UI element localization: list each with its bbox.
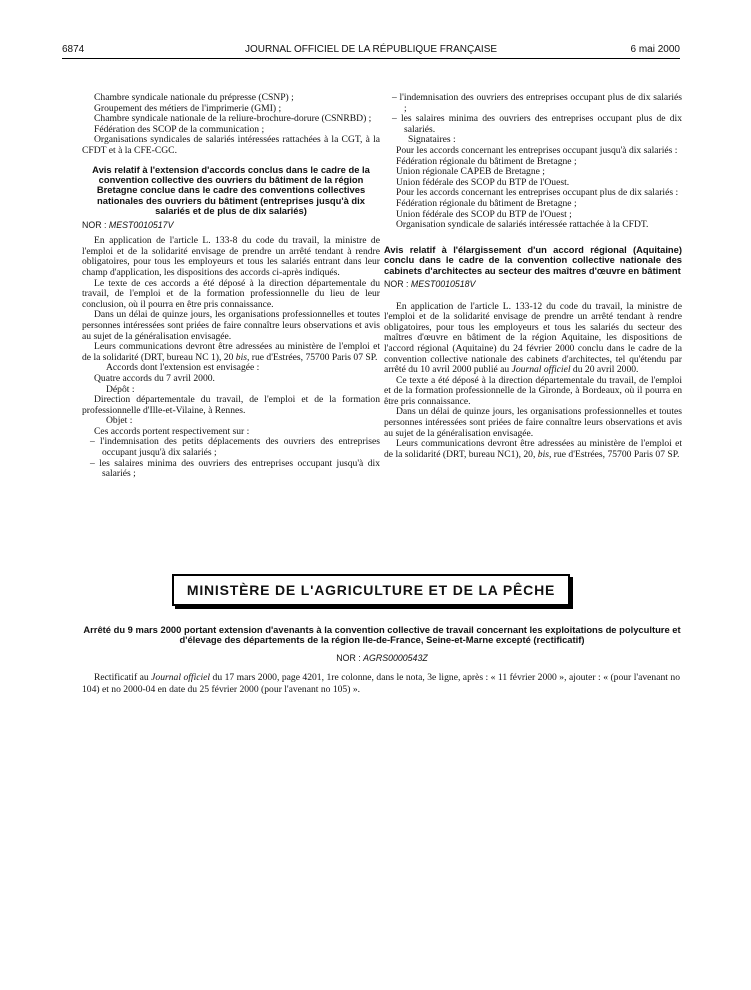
depot-heading: Dépôt : [106,383,135,395]
signataire: Fédération régionale du bâtiment de Bretagne ; [396,155,577,167]
rectificatif-paragraph: Rectificatif au Journal officiel du 17 mars 2000, page 4201, 1re colonne, dans le nota, 3e ligne, après : « 11 février 2000 », ajouter : « (pour l'avenant no 104) et no 2000-04 en date du 25 février 2000 (pour l'avenant no 105) ». [82,672,680,695]
accords-value: Quatre accords du 7 avril 2000. [94,372,215,384]
paragraph: En application de l'article L. 133-12 du code du travail, la ministre de l'emploi et de la solidarité envisage de prendre un arrêté tendant à rendre obligatoires, pour tous les employeurs et tous les salariés du secteur des maîtres d'œuvre en bâtiment de la région Aquitaine, les dispositions de l'accord régional (Aquitaine) du 24 février 2000 conclu dans le cadre de la convention collective nationale des cabinets d'architectes, tel qu'étendu par arrêté du 10 avril 2000 publié au Journal officiel du 20 avril 2000. [384,300,682,376]
signataire: Union fédérale des SCOP du BTP de l'Ouest ; [396,208,572,220]
signataire: Union fédérale des SCOP du BTP de l'Ouest. [396,176,570,188]
intro-line: Groupement des métiers de l'imprimerie (GMI) ; [94,102,282,114]
intro-line: Organisations syndicales de salariés intéressées rattachées à la CGT, à la CFDT et à la CFE-CGC. [82,134,380,156]
accords-heading: Accords dont l'extension est envisagée : [106,362,260,374]
intro-line: Chambre syndicale nationale de la reliure-brochure-dorure (CSNRBD) ; [94,113,372,125]
signataires-heading: Signataires : [408,134,456,146]
paragraph: Ce texte a été déposé à la direction départementale du travail, de l'emploi et de la formation professionnelle de la Gironde, à Bordeaux, où il pourra en être pris connaissance. [384,374,682,407]
objet-heading: Objet : [106,415,133,427]
paragraph: Le texte de ces accords a été déposé à la direction départementale du travail, de l'emploi et de la formation professionnelle du lieu de leur conclusion, où il pourra en être pris connaissance. [82,277,380,310]
avis-title-aquitaine: Avis relatif à l'élargissement d'un accord régional (Aquitaine) conclu dans le cadre de la convention collective nationale des cabinets d'architectes au secteur des maîtres d'œuvre en bâtiment [384,243,682,276]
page-number: 6874 [62,44,85,55]
signataire: Organisation syndicale de salariés intéressée rattachée à la CFDT. [396,219,649,231]
list-item: – les salaires minima des ouvriers des entreprises occupant jusqu'à dix salariés ; [90,457,380,480]
list-item: – les salaires minima des ouvriers des entreprises occupant plus de dix salariés. [392,113,682,135]
nor-reference: NOR : AGRS0000543Z [336,653,428,663]
ministry-banner [172,574,570,606]
signataire: Union régionale CAPEB de Bretagne ; [396,166,545,178]
avis-title-bretagne: Avis relatif à l'extension d'accords conclus dans le cadre de la convention collective des ouvriers du bâtiment de la région Bretagne conclue dans le cadre des conventions collectives nationales des ouvriers du bâtiment (entreprises jusqu'à dix salariés et de plus de dix salariés) [92,163,370,217]
objet-intro: Ces accords portent respectivement sur : [94,425,250,437]
left-column [82,93,380,480]
page-header [62,44,680,58]
paragraph: Dans un délai de quinze jours, les organisations professionnelles et toutes personnes intéressées sont priées de faire connaître leurs observations et avis au sujet de la généralisation envisagée. [384,406,682,439]
list-item: – l'indemnisation des ouvriers des entreprises occupant plus de dix salariés ; [392,92,682,114]
ministry-title: MINISTÈRE DE L'AGRICULTURE ET DE LA PÊCHE [186,582,556,598]
nor-reference: NOR : MEST0010517V [82,219,174,230]
issue-date: 6 mai 2000 [630,44,680,55]
journal-title: JOURNAL OFFICIEL DE LA RÉPUBLIQUE FRANÇAISE [244,44,498,55]
paragraph: Leurs communications devront être adressées au ministère de l'emploi et de la solidarité (DRT, bureau NC1), 20, bis, rue d'Estrées, 75700 Paris 07 SP. [384,438,682,460]
arrete-title: Arrêté du 9 mars 2000 portant extension d'avenants à la convention collective de travail concernant les exploitations de polyculture et d'élevage des départements de la région Ile-de-France, Seine-et-Marne excepté (rectificatif) [83,624,681,646]
intro-line: Fédération des SCOP de la communication ; [94,123,265,135]
signataire: Fédération régionale du bâtiment de Bretagne ; [396,197,577,209]
intro-line: Chambre syndicale nationale du prépresse (CSNP) ; [94,92,294,103]
paragraph: Leurs communications devront être adressées au ministère de l'emploi et de la solidarité (DRT, bureau NC 1), 20 bis, rue d'Estrées, 75700 Paris 07 SP. [82,341,380,363]
paragraph: Dans un délai de quinze jours, les organisations professionnelles et toutes personnes intéressées sont priées de faire connaître leurs observations et avis au sujet de la généralisation envisagée. [82,309,380,342]
signataires-group-intro: Pour les accords concernant les entreprises occupant jusqu'à dix salariés : [396,144,678,156]
nor-reference: NOR : MEST0010518V [384,278,476,289]
depot-value: Direction départementale du travail, de l'emploi et de la formation professionnelle d'Ille-et-Vilaine, à Rennes. [82,394,380,416]
paragraph: En application de l'article L. 133-8 du code du travail, la ministre de l'emploi et de la solidarité envisage de prendre un arrêté tendant à rendre obligatoires, pour tous les employeurs et tous les salariés entrant dans leur champ d'application, les dispositions des accords ci-après indiqués. [82,235,380,278]
right-column [384,93,682,460]
list-item: – l'indemnisation des petits déplacements des ouvriers des entreprises occupant jusqu'à dix salariés ; [90,436,380,459]
signataires-group-intro: Pour les accords concernant les entreprises occupant plus de dix salariés : [396,187,679,199]
header-rule [62,58,680,59]
